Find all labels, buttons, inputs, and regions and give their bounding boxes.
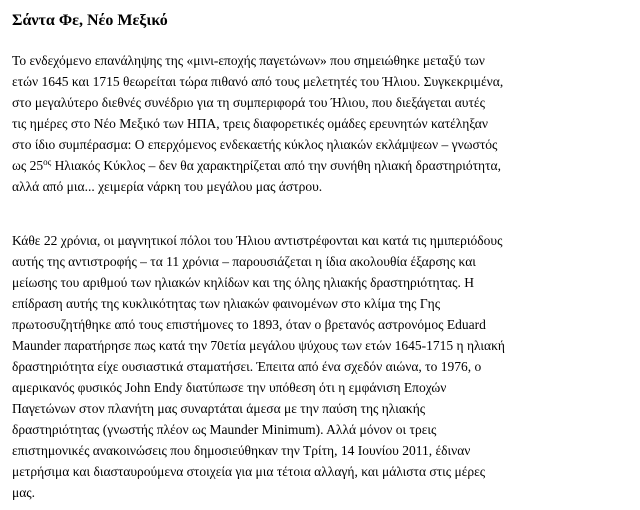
paragraph-line: μετρήσιμα και διασταυρούμενα στοιχεία για μια τέτοια αλλαγή, και μάλιστα στις μέρες bbox=[12, 464, 486, 479]
paragraph-2 bbox=[12, 230, 628, 503]
paragraph-line: στο μεγαλύτερο διεθνές συνέδριο για τη συμπεριφορά του Ήλιου, που διεξάγεται αυτές bbox=[12, 95, 485, 110]
paragraph-line: Παγετώνων στον πλανήτη μας συναρτάται άμεσα με την παύση της ηλιακής bbox=[12, 401, 426, 416]
paragraph-line: μας. bbox=[12, 485, 36, 500]
ordinal-superscript: ος bbox=[43, 157, 52, 167]
paragraph-line: στο ίδιο συμπέρασμα: Ο επερχόμενος ενδεκαετής κύκλος ηλιακών εκλάμψεων – γνωστός bbox=[12, 137, 498, 152]
paragraph-line: ετών 1645 και 1715 θεωρείται τώρα πιθανό από τους μελετητές του Ήλιου. Συγκεκριμένα, bbox=[12, 74, 504, 89]
paragraph-line: μείωσης του αριθμού των ηλιακών κηλίδων και της όλης ηλιακής δραστηριότητας. Η bbox=[12, 275, 474, 290]
paragraph-line: αυτής της αντιστροφής – τα 11 χρόνια – παρουσιάζεται η ίδια ακολουθία έξαρσης και bbox=[12, 254, 476, 269]
paragraph-line: επιστημονικές ανακοινώσεις που δημοσιεύθηκαν την Τρίτη, 14 Ιουνίου 2011, έδιναν bbox=[12, 443, 471, 458]
paragraph-line: τις ημέρες στο Νέο Μεξικό των ΗΠΑ, τρεις διαφορετικές ομάδες ερευνητών κατέληξαν bbox=[12, 116, 488, 131]
paragraph-line: επίδραση αυτής της κυκλικότητας των ηλιακών φαινομένων στο κλίμα της Γης bbox=[12, 296, 441, 311]
paragraph-line: δραστηριότητας (γνωστής πλέον ως Maunder Minimum). Αλλά μόνον οι τρεις bbox=[12, 422, 437, 437]
paragraph-line: αλλά από μια... χειμερία νάρκη του μεγάλου μας άστρου. bbox=[12, 179, 323, 194]
paragraph-line: δραστηριότητα είχε ουσιαστικά σταματήσει. Έπειτα από ένα σχεδόν αιώνα, το 1976, ο bbox=[12, 359, 482, 374]
line-text: Ηλιακός Κύκλος – δεν θα χαρακτηρίζεται από την συνήθη ηλιακή δραστηριότητα, bbox=[51, 158, 501, 173]
paragraph-line: αμερικανός φυσικός John Endy διατύπωσε την υπόθεση ότι η εμφάνιση Εποχών bbox=[12, 380, 447, 395]
line-text: ως 25 bbox=[12, 158, 44, 173]
paragraph-line: Κάθε 22 χρόνια, οι μαγνητικοί πόλοι του Ήλιου αντιστρέφονται και κατά τις ημιπεριόδους bbox=[12, 233, 503, 248]
paragraph-line: Το ενδεχόμενο επανάληψης της «μινι-εποχής παγετώνων» που σημειώθηκε μεταξύ των bbox=[12, 53, 485, 68]
paragraph-1 bbox=[12, 50, 628, 197]
paragraph-line: πρωτοσυζητήθηκε από τους επιστήμονες το 1893, όταν ο βρετανός αστρονόμος Eduard bbox=[12, 317, 486, 332]
paragraph-line: Maunder παρατήρησε πως κατά την 70ετία μεγάλου ψύχους των ετών 1645-1715 η ηλιακή bbox=[12, 338, 505, 353]
article-title: Σάντα Φε, Νέο Μεξικό bbox=[12, 12, 168, 29]
paragraph-line bbox=[12, 155, 628, 176]
